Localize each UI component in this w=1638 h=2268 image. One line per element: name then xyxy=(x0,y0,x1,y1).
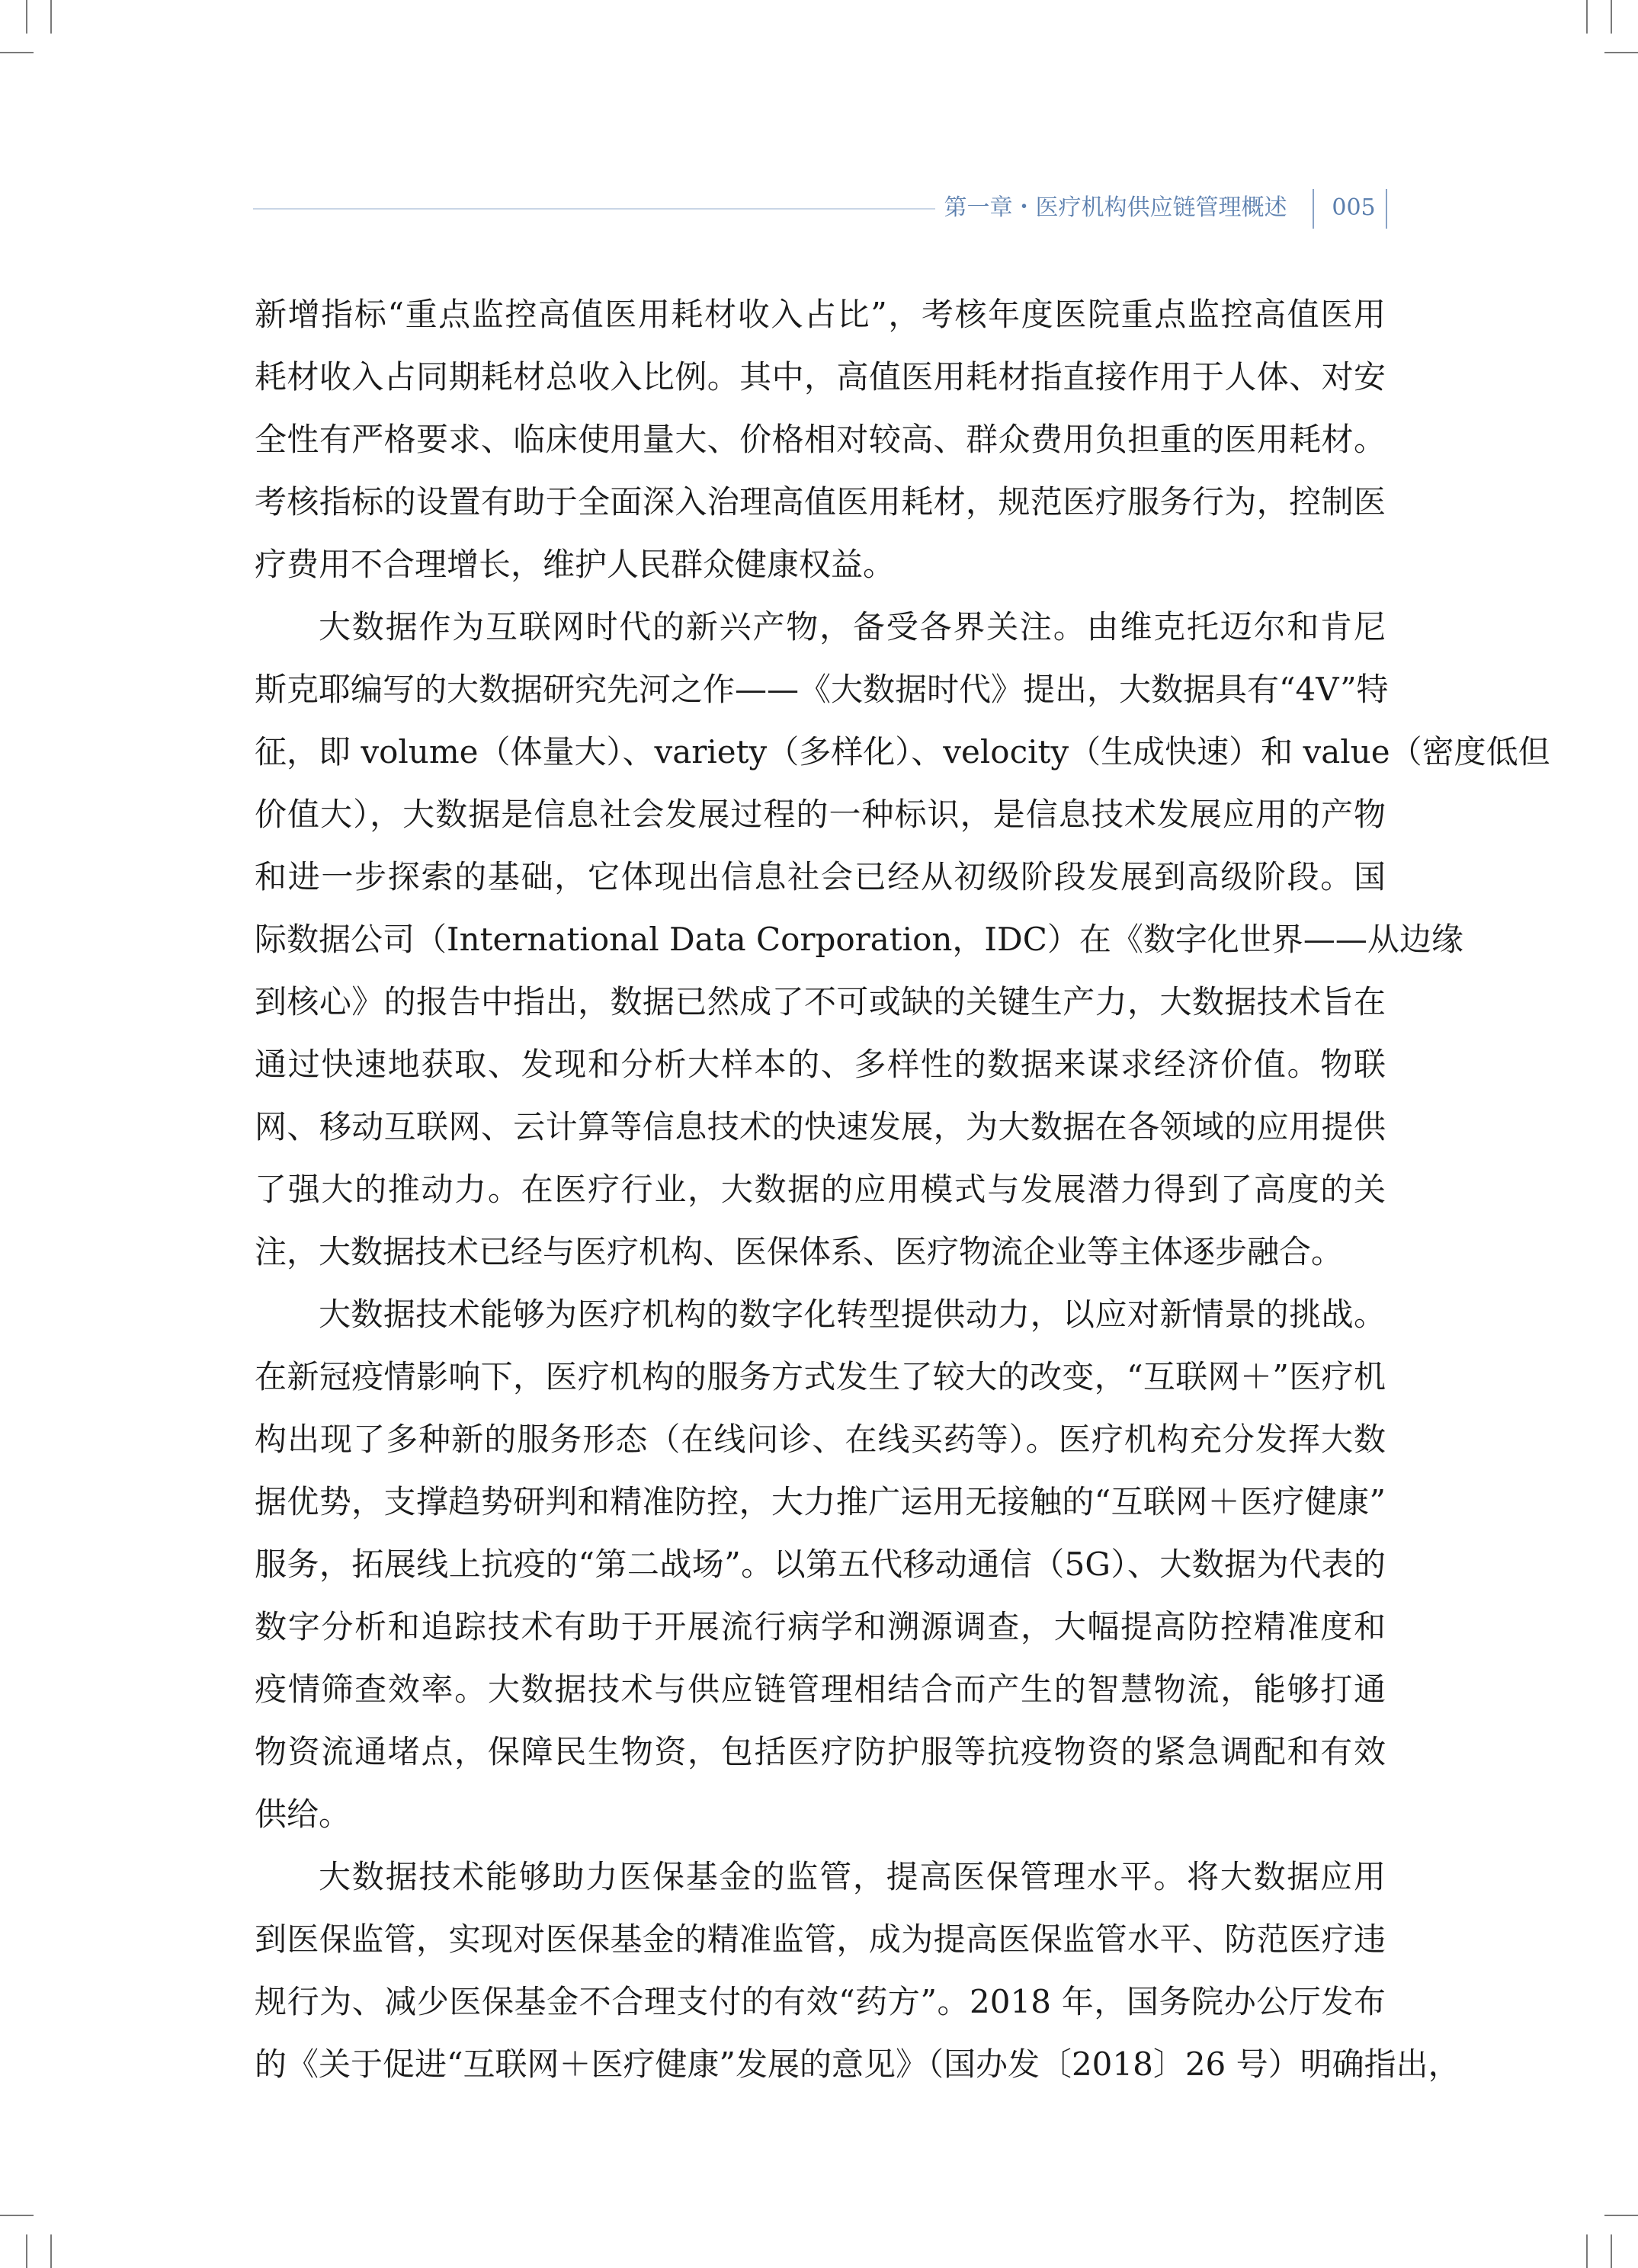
crop-mark-bottom-left-horizontal xyxy=(0,2215,34,2216)
text-line: 物资流通堵点，保障民生物资，包括医疗防护服等抗疫物资的紧急调配和有效 xyxy=(255,1733,1386,1770)
crop-mark-top-right-vertical-1 xyxy=(1586,0,1588,34)
crop-mark-top-right-horizontal xyxy=(1604,52,1638,53)
text-line: 到医保监管，实现对医保基金的精准监管，成为提高医保监管水平、防范医疗违 xyxy=(255,1920,1386,1958)
crop-mark-top-left-vertical-1 xyxy=(26,0,27,34)
header-separator-right xyxy=(1386,189,1387,229)
text-line: 网、移动互联网、云计算等信息技术的快速发展，为大数据在各领域的应用提供 xyxy=(255,1108,1386,1145)
crop-mark-bottom-left-vertical-1 xyxy=(26,2234,27,2268)
text-line: 新增指标“重点监控高值医用耗材收入占比”，考核年度医院重点监控高值医用 xyxy=(255,296,1386,333)
text-line: 和进一步探索的基础，它体现出信息社会已经从初级阶段发展到高级阶段。国 xyxy=(255,858,1386,895)
text-line: 据优势，支撑趋势研判和精准防控，大力推广运用无接触的“互联网＋医疗健康” xyxy=(255,1483,1386,1520)
crop-mark-bottom-right-horizontal xyxy=(1604,2215,1638,2216)
text-line: 耗材收入占同期耗材总收入比例。其中，高值医用耗材指直接作用于人体、对安 xyxy=(255,358,1386,396)
body-text xyxy=(255,284,1550,2096)
crop-mark-top-left-vertical-2 xyxy=(50,0,52,34)
crop-mark-bottom-left-vertical-2 xyxy=(50,2234,52,2268)
text-line: 征，即 volume（体量大）、variety（多样化）、velocity（生成快速）和 value（密度低但 xyxy=(255,733,1550,770)
text-line: 考核指标的设置有助于全面深入治理高值医用耗材，规范医疗服务行为，控制医 xyxy=(255,483,1386,521)
text-line: 在新冠疫情影响下，医疗机构的服务方式发生了较大的改变，“互联网＋”医疗机 xyxy=(255,1358,1386,1395)
crop-mark-top-left-horizontal xyxy=(0,52,34,53)
text-line: 了强大的推动力。在医疗行业，大数据的应用模式与发展潜力得到了高度的关 xyxy=(255,1171,1386,1208)
text-line: 疗费用不合理增长，维护人民群众健康权益。 xyxy=(255,546,896,583)
paragraph-first-line: 大数据技术能够助力医保基金的监管，提高医保管理水平。将大数据应用 xyxy=(319,1858,1386,1895)
header-separator-left xyxy=(1313,189,1314,229)
text-line: 价值大），大数据是信息社会发展过程的一种标识，是信息技术发展应用的产物 xyxy=(255,796,1386,833)
chapter-title: 第一章・医疗机构供应链管理概述 xyxy=(944,194,1287,221)
text-line: 全性有严格要求、临床使用量大、价格相对较高、群众费用负担重的医用耗材。 xyxy=(255,421,1386,458)
text-line: 通过快速地获取、发现和分析大样本的、多样性的数据来谋求经济价值。物联 xyxy=(255,1046,1386,1083)
page-number: 005 xyxy=(1332,194,1376,221)
paragraph-first-line: 大数据作为互联网时代的新兴产物，备受各界关注。由维克托迈尔和肯尼 xyxy=(319,608,1386,645)
text-line: 斯克耶编写的大数据研究先河之作——《大数据时代》提出，大数据具有“4V”特 xyxy=(255,671,1389,708)
crop-mark-top-right-vertical-2 xyxy=(1611,0,1612,34)
text-line: 到核心》的报告中指出，数据已然成了不可或缺的关键生产力，大数据技术旨在 xyxy=(255,983,1386,1020)
crop-mark-bottom-right-vertical-2 xyxy=(1611,2234,1612,2268)
header-rule xyxy=(253,208,935,210)
text-line: 的《关于促进“互联网＋医疗健康”发展的意见》（国办发〔2018〕26 号）明确指出， xyxy=(255,2045,1460,2083)
text-line: 供给。 xyxy=(255,1796,351,1833)
text-line: 注，大数据技术已经与医疗机构、医保体系、医疗物流企业等主体逐步融合。 xyxy=(255,1233,1344,1270)
text-line: 服务，拓展线上抗疫的“第二战场”。以第五代移动通信（5G）、大数据为代表的 xyxy=(255,1546,1386,1583)
text-line: 规行为、减少医保基金不合理支付的有效“药方”。2018 年，国务院办公厅发布 xyxy=(255,1983,1386,2020)
crop-mark-bottom-right-vertical-1 xyxy=(1586,2234,1588,2268)
text-line: 际数据公司（International Data Corporation，IDC）在《数字化世界——从边缘 xyxy=(255,921,1463,958)
text-line: 构出现了多种新的服务形态（在线问诊、在线买药等）。医疗机构充分发挥大数 xyxy=(255,1421,1386,1458)
paragraph-first-line: 大数据技术能够为医疗机构的数字化转型提供动力，以应对新情景的挑战。 xyxy=(319,1296,1386,1333)
text-line: 疫情筛查效率。大数据技术与供应链管理相结合而产生的智慧物流，能够打通 xyxy=(255,1671,1386,1708)
text-line: 数字分析和追踪技术有助于开展流行病学和溯源调查，大幅提高防控精准度和 xyxy=(255,1608,1386,1645)
